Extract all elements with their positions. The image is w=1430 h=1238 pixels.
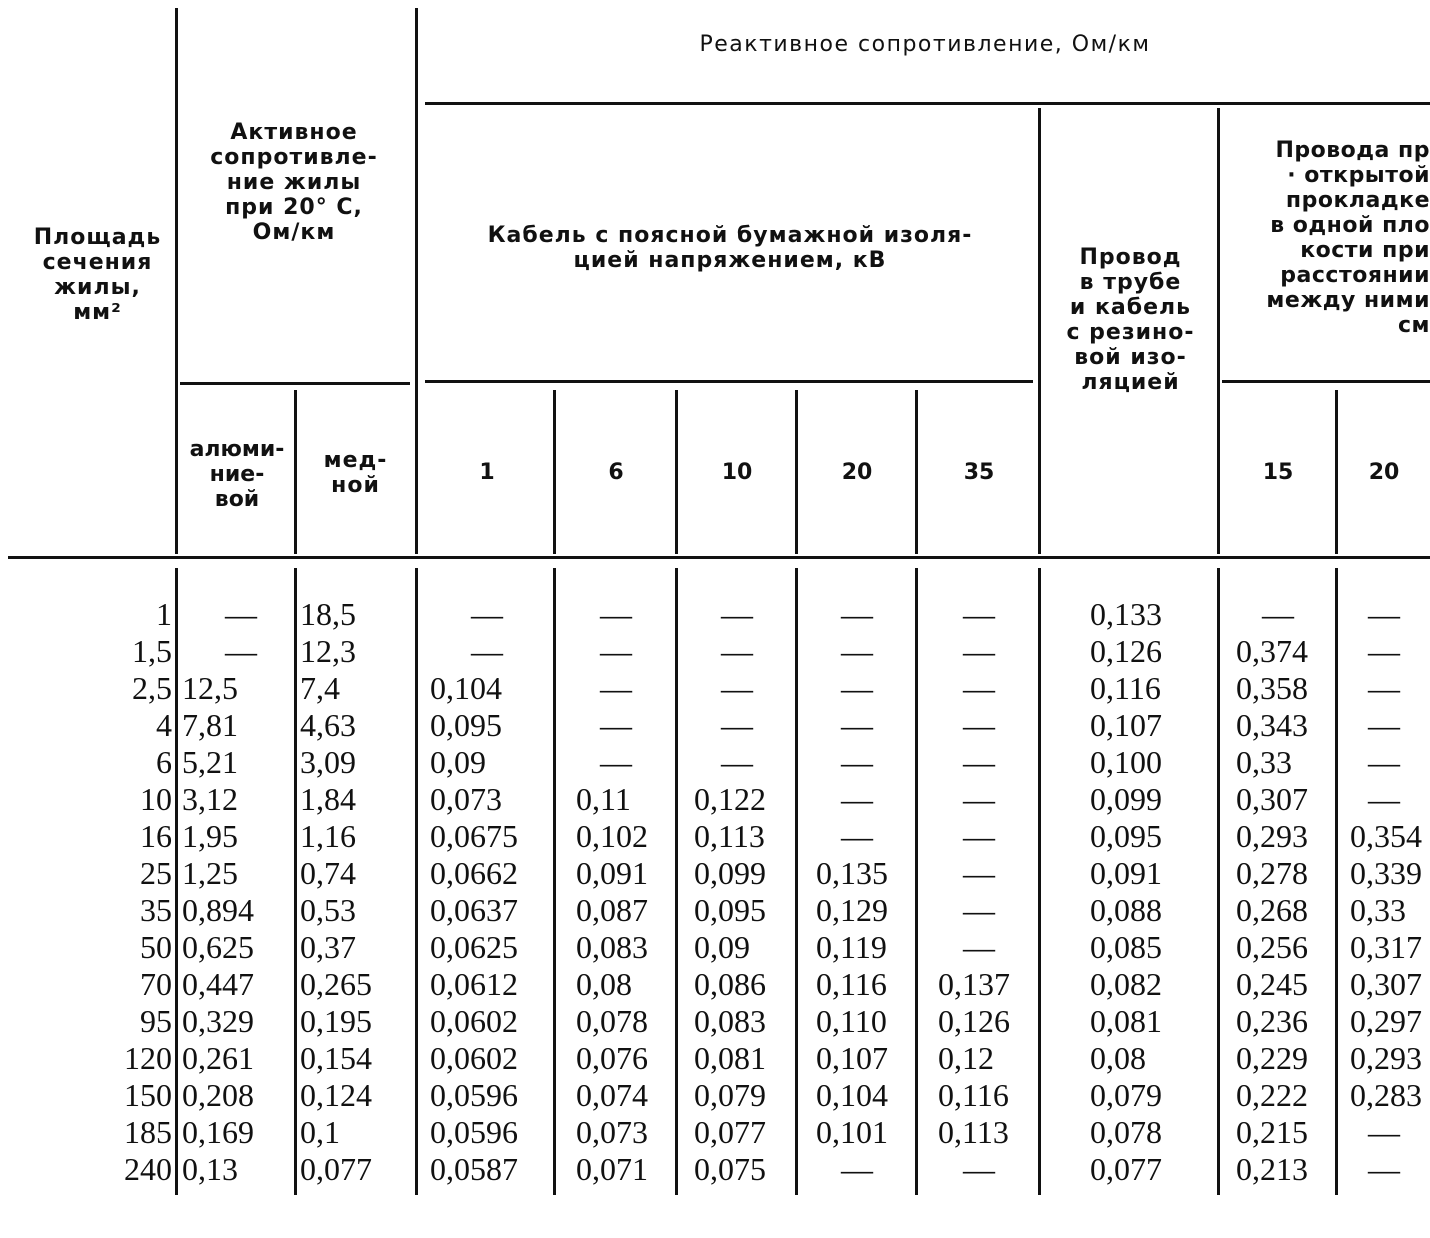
copper-cell: 0,37 — [300, 929, 356, 965]
voltage-6-cell: 0,087 — [576, 892, 648, 928]
voltage-6-cell: 0,071 — [576, 1151, 648, 1187]
area-cell: 1 — [156, 596, 172, 632]
distance-15-cell: 0,213 — [1236, 1151, 1308, 1187]
voltage-1-cell: 0,0675 — [430, 818, 518, 854]
voltage-10-cell: — — [721, 633, 753, 669]
voltage-1-cell: 0,104 — [430, 670, 502, 706]
voltage-10-cell: — — [721, 596, 753, 632]
distance-20-cell: — — [1368, 744, 1400, 780]
area-cell: 6 — [156, 744, 172, 780]
column-divider — [175, 568, 178, 1195]
aluminum-cell: 0,329 — [182, 1003, 254, 1039]
copper-cell: 0,154 — [300, 1040, 372, 1076]
active-subheader-rule — [180, 382, 410, 385]
voltage-1-cell: 0,0637 — [430, 892, 518, 928]
voltage-35-cell: — — [963, 892, 995, 928]
distance-20-cell: 0,317 — [1350, 929, 1422, 965]
rubber-insulation-header: Провод в трубе и кабель с резино- вой изо- ляцией — [1066, 245, 1195, 395]
rubber-cell: 0,085 — [1090, 929, 1162, 965]
area-cell: 95 — [140, 1003, 172, 1039]
voltage-6-cell: 0,091 — [576, 855, 648, 891]
voltage-1-cell: 0,0602 — [430, 1003, 518, 1039]
voltage-1-cell: 0,0596 — [430, 1077, 518, 1113]
copper-cell: 0,195 — [300, 1003, 372, 1039]
area-cell: 35 — [140, 892, 172, 928]
column-divider — [415, 568, 418, 1195]
aluminum-cell: 1,25 — [182, 855, 238, 891]
voltage-35-header: 35 — [963, 460, 995, 485]
distance-15-cell: 0,307 — [1236, 781, 1308, 817]
distance-20-cell: — — [1368, 1114, 1400, 1150]
column-divider — [1217, 108, 1220, 554]
rubber-cell: 0,099 — [1090, 781, 1162, 817]
aluminum-cell: 0,625 — [182, 929, 254, 965]
copper-cell: 7,4 — [300, 670, 340, 706]
voltage-6-cell: — — [600, 670, 632, 706]
voltage-6-cell: 0,073 — [576, 1114, 648, 1150]
aluminum-cell: 0,208 — [182, 1077, 254, 1113]
area-cell: 185 — [124, 1114, 172, 1150]
distance-15-cell: 0,358 — [1236, 670, 1308, 706]
voltage-1-header: 1 — [479, 460, 495, 485]
column-divider — [1217, 568, 1220, 1195]
rubber-cell: 0,08 — [1090, 1040, 1146, 1076]
voltage-1-cell: 0,0596 — [430, 1114, 518, 1150]
area-cell: 1,5 — [132, 633, 172, 669]
voltage-6-cell: — — [600, 707, 632, 743]
voltage-10-cell: 0,075 — [694, 1151, 766, 1187]
voltage-6-cell: 0,083 — [576, 929, 648, 965]
voltage-10-cell: — — [721, 744, 753, 780]
rubber-cell: 0,081 — [1090, 1003, 1162, 1039]
voltage-35-cell: — — [963, 744, 995, 780]
voltage-10-cell: 0,083 — [694, 1003, 766, 1039]
voltage-6-cell: 0,078 — [576, 1003, 648, 1039]
voltage-35-cell: — — [963, 596, 995, 632]
voltage-20-cell: 0,104 — [816, 1077, 888, 1113]
distance-15-cell: 0,33 — [1236, 744, 1292, 780]
voltage-1-cell: 0,09 — [430, 744, 486, 780]
voltage-6-cell: 0,11 — [576, 781, 631, 817]
distance-15-cell: 0,268 — [1236, 892, 1308, 928]
area-cell: 120 — [124, 1040, 172, 1076]
distance-20-cell: — — [1368, 707, 1400, 743]
voltage-10-cell: — — [721, 707, 753, 743]
aluminum-cell: 0,169 — [182, 1114, 254, 1150]
column-divider — [1335, 390, 1338, 554]
area-cell: 4 — [156, 707, 172, 743]
distance-20-cell: 0,283 — [1350, 1077, 1422, 1113]
column-divider — [553, 390, 556, 554]
copper-cell: 0,077 — [300, 1151, 372, 1187]
voltage-20-cell: 0,101 — [816, 1114, 888, 1150]
voltage-6-cell: 0,08 — [576, 966, 632, 1002]
distance-20-cell: — — [1368, 781, 1400, 817]
distance-15-cell: 0,278 — [1236, 855, 1308, 891]
distance-15-cell: 0,229 — [1236, 1040, 1308, 1076]
distance-15-header: 15 — [1262, 460, 1294, 485]
distance-20-cell: — — [1368, 596, 1400, 632]
copper-cell: 0,1 — [300, 1114, 340, 1150]
voltage-6-cell: — — [600, 596, 632, 632]
aluminum-cell: — — [225, 596, 257, 632]
voltage-35-cell: — — [963, 818, 995, 854]
voltage-20-cell: — — [841, 744, 873, 780]
copper-cell: 1,84 — [300, 781, 356, 817]
aluminum-cell: 7,81 — [182, 707, 238, 743]
distance-20-cell: 0,307 — [1350, 966, 1422, 1002]
voltage-10-cell: 0,086 — [694, 966, 766, 1002]
column-divider — [795, 390, 798, 554]
distance-15-cell: 0,343 — [1236, 707, 1308, 743]
aluminum-header: алюми- ние- вой — [189, 437, 285, 512]
area-cell: 50 — [140, 929, 172, 965]
voltage-20-cell: 0,110 — [816, 1003, 887, 1039]
voltage-10-cell: 0,099 — [694, 855, 766, 891]
voltage-6-cell: 0,076 — [576, 1040, 648, 1076]
voltage-1-cell: 0,0602 — [430, 1040, 518, 1076]
copper-cell: 0,265 — [300, 966, 372, 1002]
voltage-1-cell: 0,095 — [430, 707, 502, 743]
aluminum-cell: 0,894 — [182, 892, 254, 928]
distance-20-cell: — — [1368, 633, 1400, 669]
voltage-1-cell: — — [471, 633, 503, 669]
voltage-20-cell: — — [841, 596, 873, 632]
area-header: Площадь сечения жилы, мм² — [33, 225, 162, 325]
distance-15-cell: 0,245 — [1236, 966, 1308, 1002]
rubber-cell: 0,082 — [1090, 966, 1162, 1002]
area-cell: 2,5 — [132, 670, 172, 706]
voltage-10-cell: 0,09 — [694, 929, 750, 965]
header-bottom-rule — [8, 556, 1430, 559]
column-divider — [415, 8, 418, 554]
distance-15-cell: 0,222 — [1236, 1077, 1308, 1113]
distance-15-cell: 0,293 — [1236, 818, 1308, 854]
voltage-6-cell: — — [600, 633, 632, 669]
voltage-10-cell: — — [721, 670, 753, 706]
distance-20-cell: 0,354 — [1350, 818, 1422, 854]
voltage-10-cell: 0,079 — [694, 1077, 766, 1113]
voltage-6-cell: 0,102 — [576, 818, 648, 854]
rubber-cell: 0,079 — [1090, 1077, 1162, 1113]
distance-20-cell: — — [1368, 670, 1400, 706]
voltage-20-cell: — — [841, 1151, 873, 1187]
voltage-20-cell: — — [841, 781, 873, 817]
aluminum-cell: 1,95 — [182, 818, 238, 854]
distance-15-cell: 0,236 — [1236, 1003, 1308, 1039]
aluminum-cell: 3,12 — [182, 781, 238, 817]
rubber-cell: 0,077 — [1090, 1151, 1162, 1187]
belt-cable-header: Кабель с поясной бумажной изоля- цией напряжением, кВ — [487, 223, 973, 273]
distance-20-cell: 0,293 — [1350, 1040, 1422, 1076]
distance-15-cell: 0,215 — [1236, 1114, 1308, 1150]
rubber-cell: 0,078 — [1090, 1114, 1162, 1150]
copper-cell: 0,74 — [300, 855, 356, 891]
area-cell: 70 — [140, 966, 172, 1002]
voltage-20-cell: — — [841, 818, 873, 854]
voltage-1-cell: 0,073 — [430, 781, 502, 817]
aluminum-cell: 0,13 — [182, 1151, 238, 1187]
rubber-cell: 0,126 — [1090, 633, 1162, 669]
voltage-10-cell: 0,081 — [694, 1040, 766, 1076]
distance-20-cell: 0,297 — [1350, 1003, 1422, 1039]
area-cell: 10 — [140, 781, 172, 817]
rubber-cell: 0,095 — [1090, 818, 1162, 854]
voltage-35-cell: 0,116 — [938, 1077, 1009, 1113]
voltage-10-cell: 0,122 — [694, 781, 766, 817]
voltage-35-cell: 0,113 — [938, 1114, 1009, 1150]
area-cell: 25 — [140, 855, 172, 891]
distance-15-cell: 0,256 — [1236, 929, 1308, 965]
area-cell: 16 — [140, 818, 172, 854]
voltage-35-cell: — — [963, 1151, 995, 1187]
voltage-6-header: 6 — [608, 460, 624, 485]
distance-20-cell: 0,339 — [1350, 855, 1422, 891]
rubber-cell: 0,133 — [1090, 596, 1162, 632]
distance-15-cell: 0,374 — [1236, 633, 1308, 669]
voltage-10-cell: 0,113 — [694, 818, 765, 854]
voltage-20-cell: 0,135 — [816, 855, 888, 891]
distance-15-cell: — — [1262, 596, 1294, 632]
voltage-1-cell: 0,0625 — [430, 929, 518, 965]
column-divider — [915, 390, 918, 554]
belt-cable-subheader-rule — [425, 380, 1033, 383]
aluminum-cell: 0,447 — [182, 966, 254, 1002]
voltage-1-cell: 0,0587 — [430, 1151, 518, 1187]
aluminum-cell: 0,261 — [182, 1040, 254, 1076]
voltage-10-cell: 0,095 — [694, 892, 766, 928]
voltage-35-cell: — — [963, 781, 995, 817]
rubber-cell: 0,100 — [1090, 744, 1162, 780]
voltage-6-cell: — — [600, 744, 632, 780]
copper-cell: 1,16 — [300, 818, 356, 854]
voltage-20-cell: — — [841, 707, 873, 743]
distance-20-header: 20 — [1368, 460, 1400, 485]
voltage-1-cell: 0,0612 — [430, 966, 518, 1002]
voltage-20-cell: — — [841, 670, 873, 706]
voltage-35-cell: 0,126 — [938, 1003, 1010, 1039]
voltage-6-cell: 0,074 — [576, 1077, 648, 1113]
open-wires-header: Провода пр · открытой прокладке в одной пло кости при расстоянии между ними см — [1266, 138, 1430, 338]
rubber-cell: 0,088 — [1090, 892, 1162, 928]
reactive-resistance-title: Реактивное сопротивление, Ом/км — [699, 32, 1151, 57]
copper-cell: 3,09 — [300, 744, 356, 780]
rubber-cell: 0,091 — [1090, 855, 1162, 891]
active-resistance-header: Активное сопротивле- ние жилы при 20° С, Ом/км — [210, 120, 378, 245]
voltage-20-header: 20 — [841, 460, 873, 485]
aluminum-cell: — — [225, 633, 257, 669]
copper-cell: 12,3 — [300, 633, 356, 669]
voltage-20-cell: 0,116 — [816, 966, 887, 1002]
copper-header: мед- ной — [323, 448, 388, 498]
voltage-35-cell: — — [963, 855, 995, 891]
column-divider — [175, 8, 178, 554]
rubber-cell: 0,116 — [1090, 670, 1161, 706]
area-cell: 240 — [124, 1151, 172, 1187]
voltage-35-cell: 0,12 — [938, 1040, 994, 1076]
copper-cell: 0,124 — [300, 1077, 372, 1113]
area-cell: 150 — [124, 1077, 172, 1113]
column-divider — [1038, 108, 1041, 554]
reactive-title-rule — [425, 102, 1430, 105]
voltage-10-cell: 0,077 — [694, 1114, 766, 1150]
column-divider — [294, 390, 297, 554]
voltage-20-cell: — — [841, 633, 873, 669]
voltage-20-cell: 0,119 — [816, 929, 887, 965]
voltage-35-cell: 0,137 — [938, 966, 1010, 1002]
distance-20-cell: — — [1368, 1151, 1400, 1187]
voltage-35-cell: — — [963, 707, 995, 743]
rubber-cell: 0,107 — [1090, 707, 1162, 743]
voltage-20-cell: 0,107 — [816, 1040, 888, 1076]
copper-cell: 0,53 — [300, 892, 356, 928]
copper-cell: 4,63 — [300, 707, 356, 743]
voltage-10-header: 10 — [721, 460, 753, 485]
voltage-35-cell: — — [963, 929, 995, 965]
distance-20-cell: 0,33 — [1350, 892, 1406, 928]
voltage-35-cell: — — [963, 670, 995, 706]
column-divider — [675, 390, 678, 554]
aluminum-cell: 5,21 — [182, 744, 238, 780]
copper-cell: 18,5 — [300, 596, 356, 632]
voltage-35-cell: — — [963, 633, 995, 669]
voltage-1-cell: 0,0662 — [430, 855, 518, 891]
voltage-1-cell: — — [471, 596, 503, 632]
aluminum-cell: 12,5 — [182, 670, 238, 706]
open-wires-subheader-rule — [1222, 380, 1430, 383]
voltage-20-cell: 0,129 — [816, 892, 888, 928]
